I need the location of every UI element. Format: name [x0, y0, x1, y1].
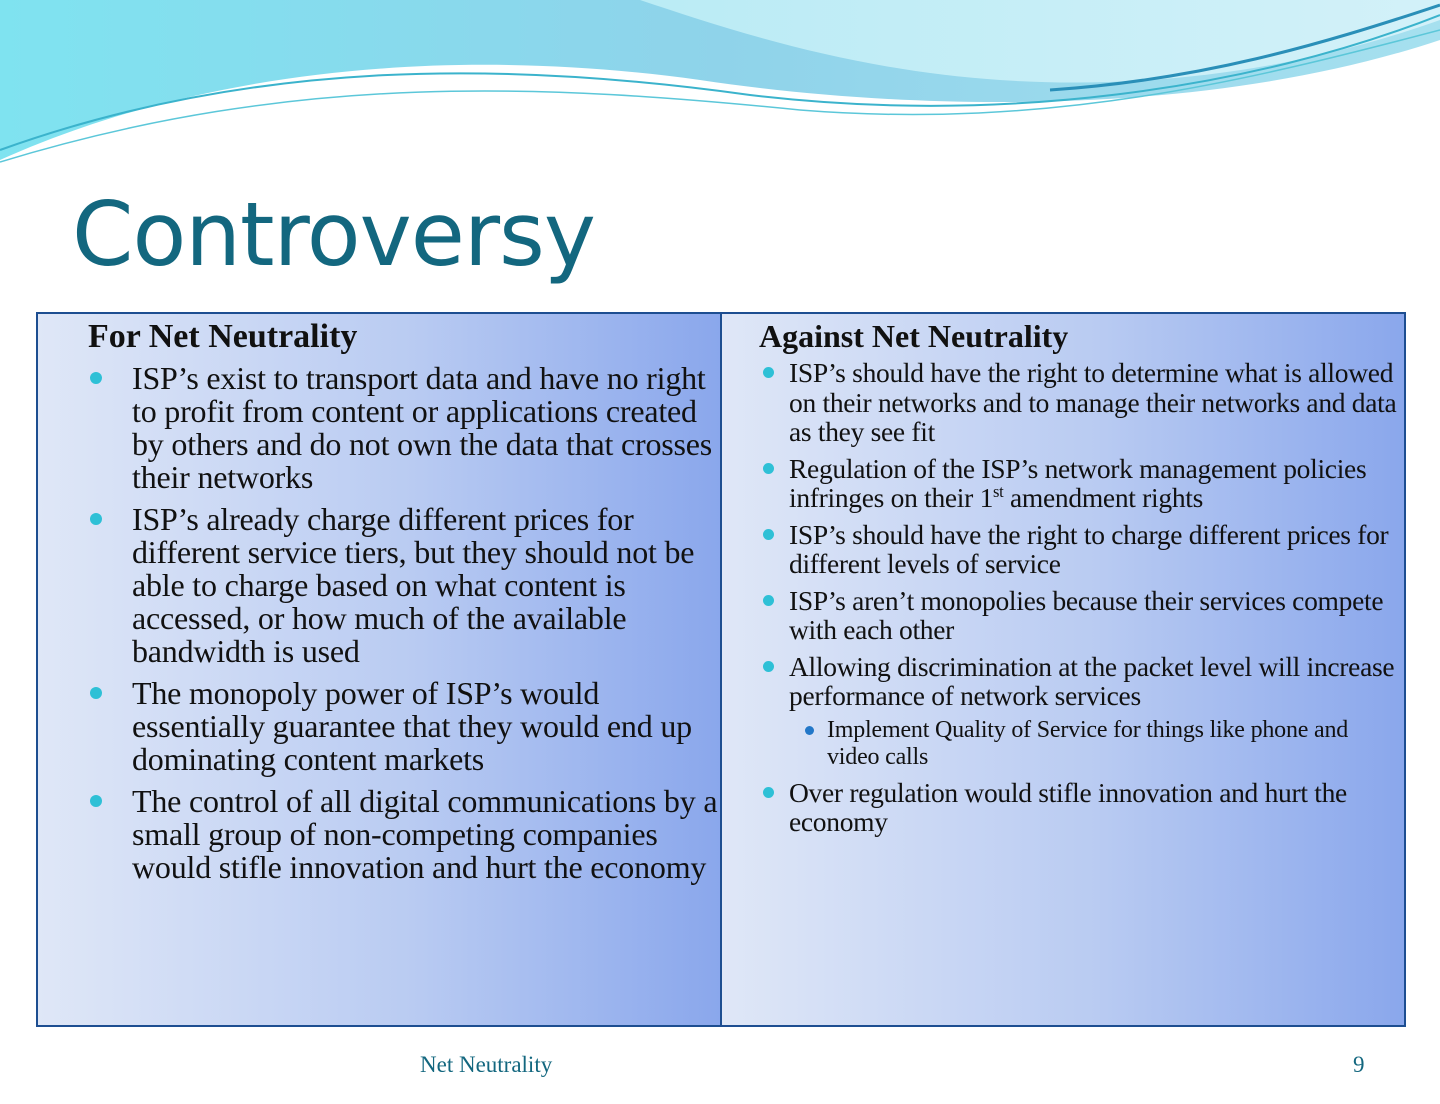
sub-points-list	[789, 717, 1399, 771]
item-text: The monopoly power of ISP’s would essentially guarantee that they would end up dominating content markets	[132, 675, 692, 777]
item-text: The control of all digital communications by a small group of non-competing companies would stifle innovation and hurt the economy	[132, 783, 718, 885]
bullet-icon	[763, 595, 774, 606]
bullet-icon	[90, 687, 102, 699]
sub-list-item	[789, 717, 1399, 771]
sub-bullet-icon	[805, 726, 814, 735]
list-item	[759, 520, 1399, 579]
list-item	[759, 454, 1399, 513]
list-item	[759, 652, 1399, 771]
bullet-icon	[763, 463, 774, 474]
item-text: Over regulation would stifle innovation and hurt the economy	[789, 776, 1347, 837]
item-text: ISP’s already charge different prices for different service tiers, but they should not be able to charge based on what content is accessed, or how much of the available bandwidth is used	[132, 501, 695, 669]
bullet-icon	[763, 787, 774, 798]
bullet-icon	[90, 795, 102, 807]
bullet-icon	[763, 529, 774, 540]
list-item	[759, 358, 1399, 447]
against-points-list	[759, 358, 1399, 844]
list-item	[759, 586, 1399, 645]
slide-title: Controversy	[72, 183, 595, 286]
item-text: ISP’s should have the right to determine what is allowed on their networks and to manage their networks and data as they see fit	[789, 357, 1397, 447]
superscript-ordinal: st	[993, 481, 1004, 501]
list-item	[88, 677, 718, 776]
bullet-icon	[763, 661, 774, 672]
list-item	[759, 778, 1399, 837]
item-text: Allowing discrimination at the packet level will increase performance of network services	[789, 650, 1395, 711]
for-points-list	[88, 362, 718, 893]
bullet-icon	[763, 367, 774, 378]
bullet-icon	[90, 372, 102, 384]
list-item	[88, 362, 718, 494]
item-text: ISP’s should have the right to charge different prices for different levels of service	[789, 518, 1389, 579]
header-wave-decoration	[0, 0, 1440, 200]
item-text: ISP’s aren’t monopolies because their services compete with each other	[789, 584, 1384, 645]
for-net-neutrality-panel	[36, 312, 722, 1027]
for-heading: For Net Neutrality	[88, 318, 358, 355]
footer-title: Net Neutrality	[420, 1052, 553, 1077]
list-item	[88, 785, 718, 884]
against-net-neutrality-panel	[720, 312, 1406, 1027]
page-number: 9	[1353, 1052, 1365, 1077]
item-text-continued: amendment rights	[1010, 482, 1204, 513]
against-heading: Against Net Neutrality	[759, 318, 1069, 354]
sub-item-text: Implement Quality of Service for things like phone and video calls	[827, 716, 1349, 770]
item-text: ISP’s exist to transport data and have no right to profit from content or applications created by others and do not own the data that crosses their networks	[132, 360, 713, 495]
list-item	[88, 503, 718, 668]
item-text: Regulation of the ISP’s network management policies infringes on their 1	[789, 452, 1367, 513]
bullet-icon	[90, 513, 102, 525]
